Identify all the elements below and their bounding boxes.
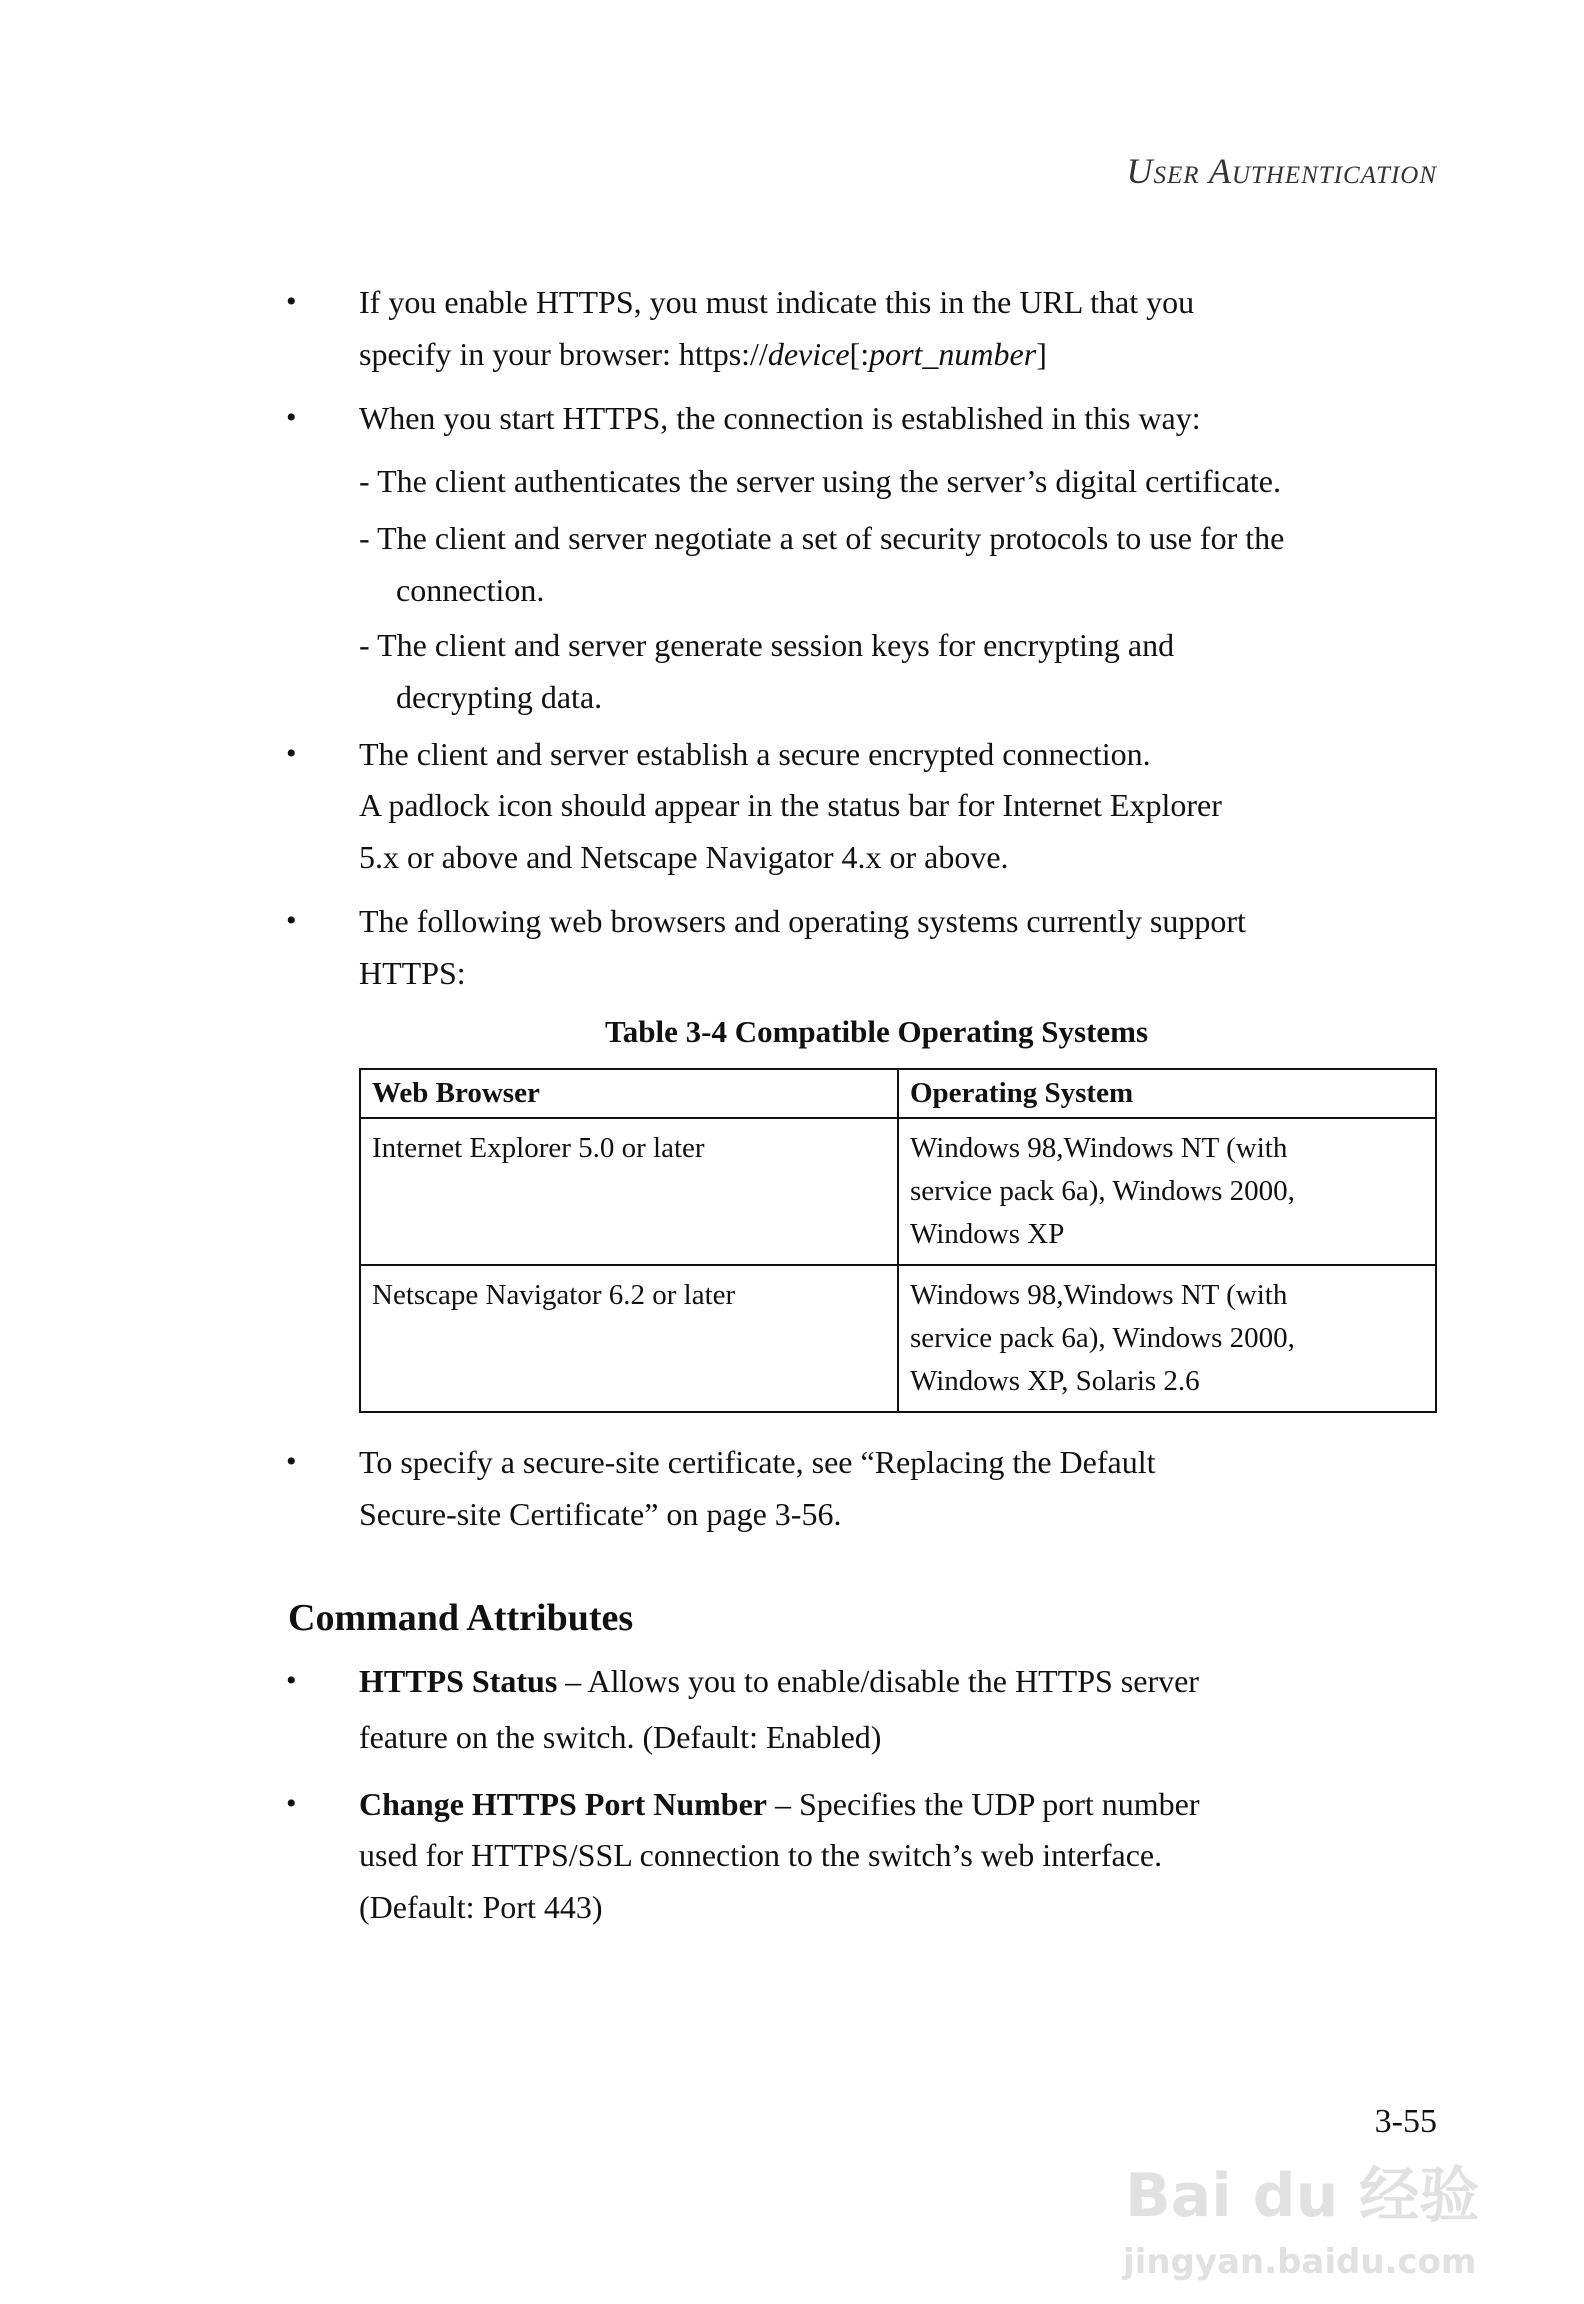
sub-item-line: - The client and server negotiate a set of security protocols to use for the bbox=[359, 520, 1285, 556]
attribute-line bbox=[359, 1782, 1200, 1826]
paragraph-line: To specify a secure-site certificate, see “Replacing the Default bbox=[359, 1444, 1156, 1480]
paragraph-line: Secure-site Certificate” on page 3-56. bbox=[359, 1496, 842, 1532]
text: specify in your browser: https:// bbox=[359, 336, 768, 372]
bullet-icon: • bbox=[286, 1445, 297, 1478]
bullet-icon: • bbox=[286, 904, 297, 937]
sub-item-line: connection. bbox=[396, 572, 545, 608]
bullet-icon: • bbox=[286, 401, 297, 434]
paragraph-line: When you start HTTPS, the connection is established in this way: bbox=[359, 400, 1201, 436]
sub-item-line: decrypting data. bbox=[396, 679, 603, 715]
column-header: Operating System bbox=[898, 1069, 1436, 1118]
cell-line: Windows 98,Windows NT (with bbox=[910, 1132, 1288, 1164]
bullet-icon: • bbox=[286, 1787, 297, 1820]
attribute-line bbox=[359, 1659, 1199, 1703]
table-cell bbox=[898, 1118, 1436, 1265]
table-row bbox=[360, 1118, 1436, 1265]
text: ] bbox=[1036, 336, 1047, 372]
cell-line: Windows XP, Solaris 2.6 bbox=[910, 1365, 1200, 1397]
paragraph-line: A padlock icon should appear in the status bar for Internet Explorer bbox=[359, 787, 1222, 823]
table-caption: Table 3-4 Compatible Operating Systems bbox=[604, 1014, 1149, 1049]
cell-line: service pack 6a), Windows 2000, bbox=[910, 1175, 1295, 1207]
cell-line: service pack 6a), Windows 2000, bbox=[910, 1322, 1295, 1354]
bullet-icon: • bbox=[286, 1664, 297, 1697]
table-cell: Internet Explorer 5.0 or later bbox=[360, 1118, 898, 1265]
attribute-term: HTTPS Status bbox=[359, 1663, 558, 1699]
attribute-line: used for HTTPS/SSL connection to the switch’s web interface. bbox=[359, 1837, 1163, 1873]
italic-text: port_number bbox=[869, 336, 1037, 372]
paragraph-line: If you enable HTTPS, you must indicate this in the URL that you bbox=[359, 284, 1195, 320]
paragraph-line bbox=[359, 332, 1047, 376]
bullet-icon: • bbox=[286, 285, 297, 318]
bullet-icon: • bbox=[286, 737, 297, 770]
text: [: bbox=[849, 336, 870, 372]
table-cell: Netscape Navigator 6.2 or later bbox=[360, 1265, 898, 1412]
running-header: User Authentication bbox=[1126, 151, 1437, 191]
column-header: Web Browser bbox=[360, 1069, 898, 1118]
attribute-line: (Default: Port 443) bbox=[359, 1889, 603, 1925]
attribute-desc: – Specifies the UDP port number bbox=[767, 1786, 1200, 1822]
sub-item-line: - The client authenticates the server using the server’s digital certificate. bbox=[359, 463, 1281, 499]
watermark-url: jingyan.baidu.com bbox=[1123, 2242, 1477, 2282]
attribute-term: Change HTTPS Port Number bbox=[359, 1786, 767, 1822]
paragraph-line: HTTPS: bbox=[359, 955, 466, 991]
paragraph-line: 5.x or above and Netscape Navigator 4.x or above. bbox=[359, 839, 1009, 875]
paragraph-line: The client and server establish a secure encrypted connection. bbox=[359, 736, 1151, 772]
attribute-line: feature on the switch. (Default: Enabled) bbox=[359, 1719, 882, 1755]
table-header-row bbox=[360, 1069, 1436, 1118]
attribute-desc: – Allows you to enable/disable the HTTPS server bbox=[557, 1663, 1199, 1699]
paragraph-line: The following web browsers and operating systems currently support bbox=[359, 903, 1246, 939]
table-cell bbox=[898, 1265, 1436, 1412]
watermark-brand: Bai du 经验 bbox=[1125, 2161, 1480, 2231]
cell-line: Windows XP bbox=[910, 1218, 1065, 1250]
table-row bbox=[360, 1265, 1436, 1412]
sub-item-line: - The client and server generate session keys for encrypting and bbox=[359, 627, 1175, 663]
compatibility-table bbox=[359, 1068, 1437, 1413]
italic-text: device bbox=[767, 336, 850, 372]
page-number: 3-55 bbox=[1374, 2103, 1437, 2140]
baidu-watermark bbox=[1115, 2160, 1555, 2300]
cell-line: Windows 98,Windows NT (with bbox=[910, 1279, 1288, 1311]
section-heading: Command Attributes bbox=[288, 1597, 634, 1639]
